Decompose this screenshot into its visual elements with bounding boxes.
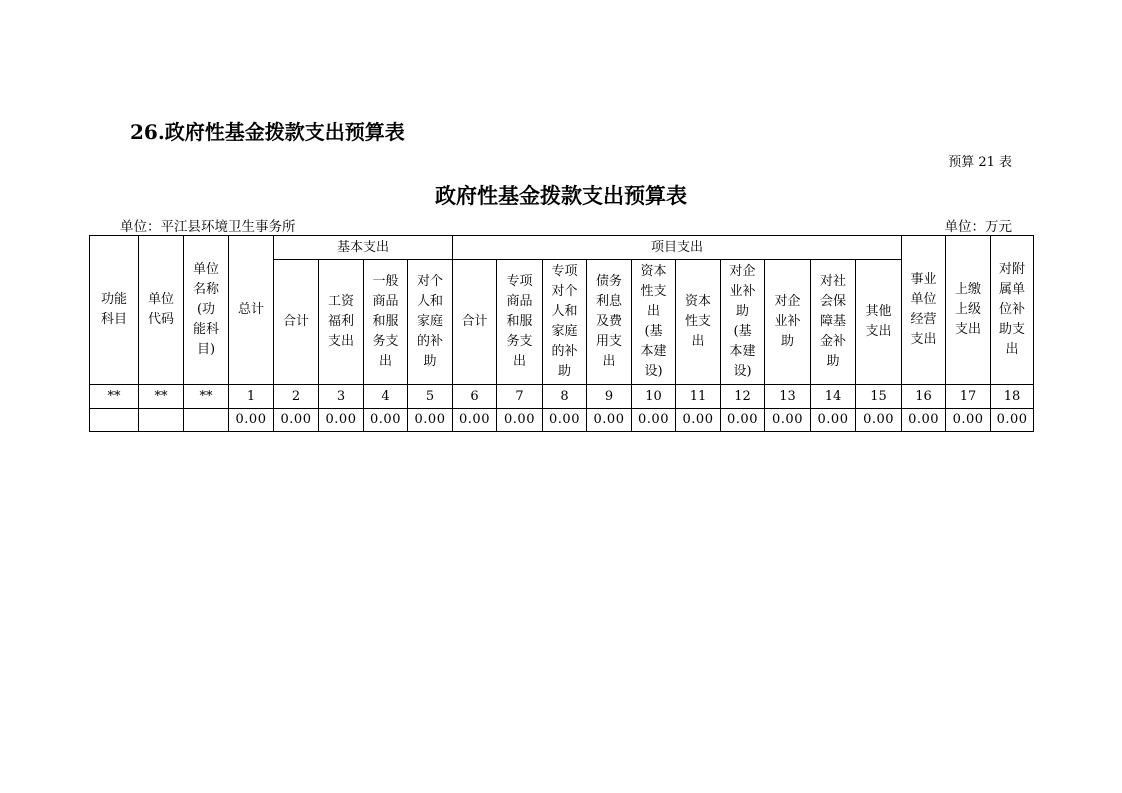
index-cell: 11	[676, 385, 721, 409]
index-cell: 3	[319, 385, 364, 409]
header-project-enterprise-construction: 对企业补助(基本建设)	[721, 260, 765, 385]
table-number: 预算 21 表	[948, 155, 1012, 170]
budget-table	[89, 235, 1034, 432]
header-basic-sum: 合计	[274, 260, 319, 385]
header-row-group	[90, 236, 1034, 260]
header-project-capital-construction: 资本性支出(基本建设)	[632, 260, 676, 385]
header-project-household: 专项对个人和家庭的补助	[543, 260, 587, 385]
header-project-goods: 专项商品和服务支出	[497, 260, 543, 385]
header-project-other: 其他支出	[856, 260, 902, 385]
data-cell: 0.00	[364, 409, 408, 432]
data-cell: 0.00	[676, 409, 721, 432]
index-cell: 5	[408, 385, 453, 409]
header-total: 总计	[229, 236, 274, 385]
index-cell: 4	[364, 385, 408, 409]
header-subsidiary-subsidy: 对附属单位补助支出	[991, 236, 1034, 385]
data-cell: 0.00	[497, 409, 543, 432]
header-project-sum: 合计	[453, 260, 497, 385]
index-cell: 13	[765, 385, 811, 409]
header-upper-remit: 上缴上级支出	[946, 236, 991, 385]
index-cell: 7	[497, 385, 543, 409]
data-row	[90, 409, 1034, 432]
index-cell: **	[139, 385, 184, 409]
data-cell: 0.00	[856, 409, 902, 432]
index-cell: 18	[991, 385, 1034, 409]
data-cell: 0.00	[765, 409, 811, 432]
index-cell: **	[90, 385, 139, 409]
header-project-enterprise: 对企业补助	[765, 260, 811, 385]
index-cell: 17	[946, 385, 991, 409]
data-cell: 0.00	[543, 409, 587, 432]
index-cell: 15	[856, 385, 902, 409]
data-cell	[139, 409, 184, 432]
header-business-expense: 事业单位经营支出	[902, 236, 946, 385]
data-cell: 0.00	[274, 409, 319, 432]
header-unit-code: 单位代码	[139, 236, 184, 385]
index-cell: 14	[811, 385, 856, 409]
header-basic-goods: 一般商品和服务支出	[364, 260, 408, 385]
header-func-subject: 功能科目	[90, 236, 139, 385]
header-unit-name: 单位名称(功能科目)	[184, 236, 229, 385]
data-cell: 0.00	[811, 409, 856, 432]
data-cell	[184, 409, 229, 432]
header-project-debt: 债务利息及费用支出	[587, 260, 632, 385]
unit-name-label: 单位：平江县环境卫生事务所	[120, 219, 296, 235]
index-cell: 2	[274, 385, 319, 409]
index-cell: 10	[632, 385, 676, 409]
data-cell	[90, 409, 139, 432]
data-cell: 0.00	[587, 409, 632, 432]
unit-measure-label: 单位：万元	[944, 219, 1012, 235]
section-title: 26.政府性基金拨款支出预算表	[130, 120, 405, 144]
data-cell: 0.00	[902, 409, 946, 432]
index-cell: 6	[453, 385, 497, 409]
header-basic-group: 基本支出	[274, 236, 453, 260]
index-cell: **	[184, 385, 229, 409]
index-cell: 12	[721, 385, 765, 409]
data-cell: 0.00	[721, 409, 765, 432]
index-row	[90, 385, 1034, 409]
page-title: 政府性基金拨款支出预算表	[435, 183, 687, 208]
data-cell: 0.00	[408, 409, 453, 432]
data-cell: 0.00	[453, 409, 497, 432]
index-cell: 1	[229, 385, 274, 409]
header-basic-household: 对个人和家庭的补助	[408, 260, 453, 385]
header-project-capital: 资本性支出	[676, 260, 721, 385]
header-project-group: 项目支出	[453, 236, 902, 260]
header-project-social-security: 对社会保障基金补助	[811, 260, 856, 385]
data-cell: 0.00	[991, 409, 1034, 432]
data-cell: 0.00	[632, 409, 676, 432]
index-cell: 8	[543, 385, 587, 409]
data-cell: 0.00	[946, 409, 991, 432]
header-basic-salary: 工资福利支出	[319, 260, 364, 385]
data-cell: 0.00	[319, 409, 364, 432]
index-cell: 16	[902, 385, 946, 409]
data-cell: 0.00	[229, 409, 274, 432]
index-cell: 9	[587, 385, 632, 409]
